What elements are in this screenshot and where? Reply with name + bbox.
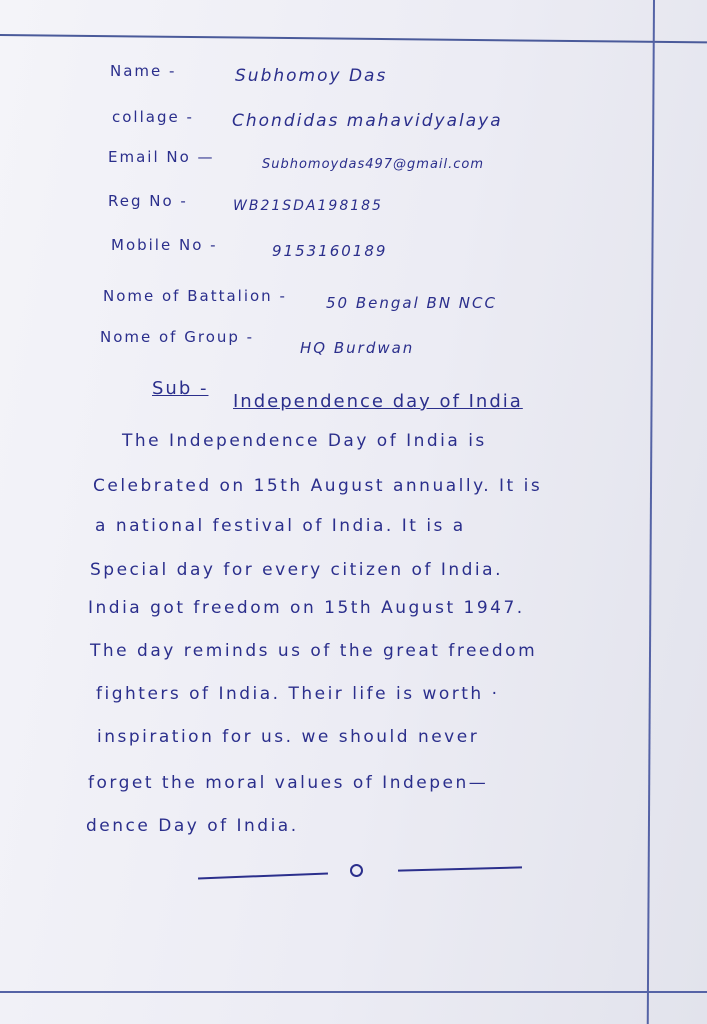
name-label: Name - [110,62,177,80]
group-value: HQ Burdwan [300,339,415,357]
subject-title: Independence day of India [233,391,523,412]
college-value: Chondidas mahavidyalaya [232,111,503,131]
essay-line: forget the moral values of Indepen— [88,773,489,793]
battalion-value: 50 Bengal BN NCC [326,294,497,312]
subject-prefix: Sub - [152,378,209,399]
top-rule-line [0,34,707,43]
end-separator-circle [350,864,363,877]
bottom-rule-line [0,991,707,993]
email-label: Email No — [108,148,215,166]
essay-line: The Independence Day of India is [122,431,487,451]
group-label: Nome of Group - [100,328,255,346]
essay-line: dence Day of India. [86,816,299,836]
essay-line: The day reminds us of the great freedom [90,641,538,661]
mobile-label: Mobile No - [111,236,218,254]
college-label: collage - [112,108,194,126]
name-value: Subhomoy Das [235,66,388,86]
essay-line: Special day for every citizen of India. [90,560,503,580]
essay-line: inspiration for us. we should never [97,727,480,747]
end-separator-right-line [398,866,522,871]
essay-line: Celebrated on 15th August annually. It is [93,476,543,496]
reg-value: WB21SDA198185 [233,198,383,214]
battalion-label: Nome of Battalion - [103,287,287,305]
email-value: Subhomoydas497@gmail.com [262,157,485,172]
end-separator-left-line [198,873,328,880]
margin-line [647,0,655,1024]
essay-line: India got freedom on 15th August 1947. [88,598,525,618]
mobile-value: 9153160189 [272,242,388,260]
essay-line: a national festival of India. It is a [95,516,466,536]
essay-line: fighters of India. Their life is worth · [96,684,500,704]
reg-label: Reg No - [108,192,188,210]
